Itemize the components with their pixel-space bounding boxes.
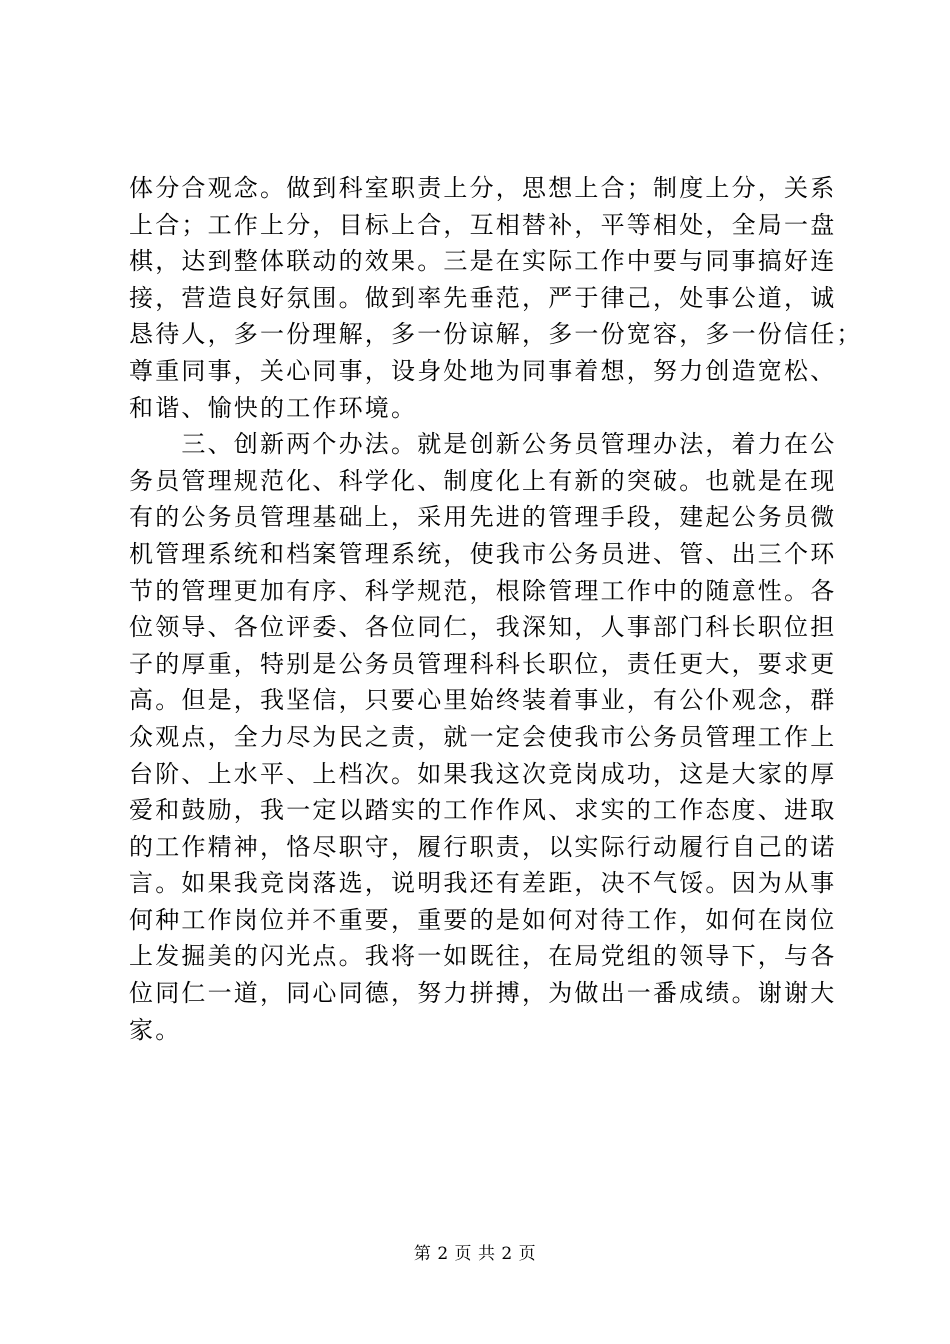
text-line: 体分合观念。做到科室职责上分，思想上合；制度上分，关系 — [129, 174, 837, 202]
text-line: 接，营造良好氛围。做到率先垂范，严于律己，处事公道，诚 — [129, 283, 837, 312]
text-line: 子的厚重，特别是公务员管理科科长职位，责任更大，要求更 — [129, 649, 837, 678]
text-line: 位领导、各位评委、各位同仁，我深知，人事部门科长职位担 — [129, 613, 837, 642]
text-line: 爱和鼓励，我一定以踏实的工作作风、求实的工作态度、进取 — [129, 796, 837, 825]
text-line: 家。 — [129, 1015, 182, 1044]
text-line: 有的公务员管理基础上，采用先进的管理手段，建起公务员微 — [129, 503, 837, 532]
text-line: 上发掘美的闪光点。我将一如既往，在局党组的领导下，与各 — [129, 942, 837, 971]
text-line: 恳待人，多一份理解，多一份谅解，多一份宽容，多一份信任； — [129, 320, 863, 349]
text-line: 位同仁一道，同心同德，努力拼搏，为做出一番成绩。谢谢大 — [129, 979, 837, 1008]
text-line: 棋，达到整体联动的效果。三是在实际工作中要与同事搞好连 — [129, 247, 837, 276]
text-line: 高。但是，我坚信，只要心里始终装着事业，有公仆观念，群 — [129, 686, 837, 715]
text-line: 务员管理规范化、科学化、制度化上有新的突破。也就是在现 — [129, 466, 837, 495]
text-line: 三、创新两个办法。就是创新公务员管理办法，着力在公 — [129, 430, 837, 459]
text-line: 节的管理更加有序、科学规范，根除管理工作中的随意性。各 — [129, 576, 837, 605]
text-line: 的工作精神，恪尽职守，履行职责，以实际行动履行自己的诺 — [129, 832, 837, 861]
text-line: 机管理系统和档案管理系统，使我市公务员进、管、出三个环 — [129, 539, 837, 568]
text-line: 何种工作岗位并不重要，重要的是如何对待工作，如何在岗位 — [129, 905, 837, 934]
text-line: 言。如果我竞岗落选，说明我还有差距，决不气馁。因为从事 — [129, 869, 837, 898]
text-line: 上合；工作上分，目标上合，互相替补，平等相处，全局一盘 — [129, 210, 837, 239]
body-text — [129, 170, 863, 1048]
text-line: 众观点，全力尽为民之责，就一定会使我市公务员管理工作上 — [129, 722, 837, 751]
text-line: 台阶、上水平、上档次。如果我这次竞岗成功，这是大家的厚 — [129, 759, 837, 788]
page-number-footer: 第 2 页 共 2 页 — [413, 1244, 537, 1264]
text-line: 尊重同事，关心同事，设身处地为同事着想，努力创造宽松、 — [129, 356, 837, 385]
text-line: 和谐、愉快的工作环境。 — [129, 393, 418, 422]
